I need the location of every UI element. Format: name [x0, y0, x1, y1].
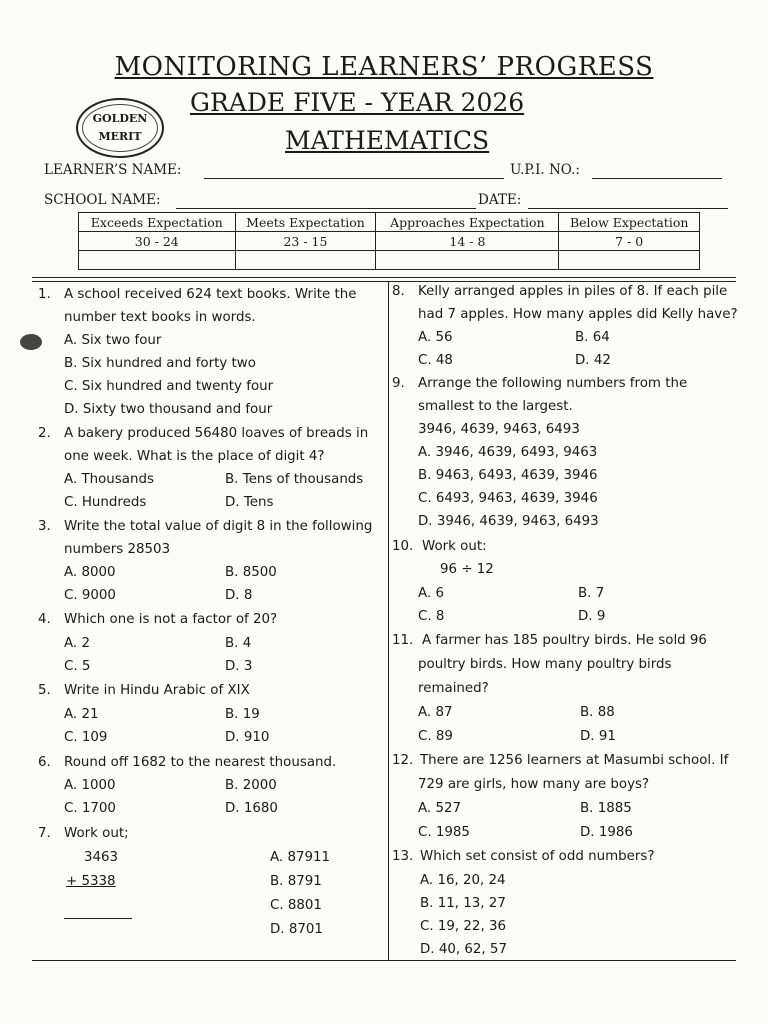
question-number: 3. — [38, 519, 51, 534]
learner-name-field[interactable] — [204, 164, 504, 179]
question-text: Write in Hindu Arabic of XIX — [64, 683, 250, 698]
option-d[interactable]: D. 42 — [575, 353, 611, 368]
option-b[interactable]: B. 88 — [580, 705, 615, 720]
grade-range: 7 - 0 — [559, 232, 700, 251]
score-cell[interactable] — [79, 251, 236, 270]
logo-line2: MERIT — [98, 130, 142, 143]
option-a[interactable]: A. 21 — [64, 707, 99, 722]
question-number: 6. — [38, 755, 51, 770]
option-c[interactable]: C. 9000 — [64, 588, 116, 603]
logo-line1: GOLDEN — [92, 112, 148, 125]
question-number: 11. — [392, 633, 414, 648]
option-a[interactable]: A. 56 — [418, 330, 453, 345]
question-number: 1. — [38, 287, 51, 302]
option-b[interactable]: B. 64 — [575, 330, 610, 345]
school-name-label: SCHOOL NAME: — [44, 192, 161, 208]
option-d[interactable]: D. 1986 — [580, 825, 633, 840]
question-text: remained? — [418, 681, 489, 696]
option-c[interactable]: C. 8801 — [270, 898, 322, 913]
question-text: A farmer has 185 poultry birds. He sold 96 — [422, 633, 707, 648]
question-number: 4. — [38, 612, 51, 627]
grading-header-row — [79, 213, 700, 232]
question-text: Which one is not a factor of 20? — [64, 612, 278, 627]
option-b[interactable]: B. 8500 — [225, 565, 277, 580]
question-text: Work out: — [422, 539, 487, 554]
option-c[interactable]: C. 6493, 9463, 4639, 3946 — [418, 491, 598, 506]
question-text: Round off 1682 to the nearest thousand. — [64, 755, 337, 770]
page-title: MONITORING LEARNERS’ PROGRESS — [114, 52, 654, 82]
question-text: smallest to the largest. — [418, 399, 573, 414]
question-text: A school received 624 text books. Write the — [64, 287, 357, 302]
option-a[interactable]: A. 87 — [418, 705, 453, 720]
option-b[interactable]: B. Tens of thousands — [225, 472, 364, 487]
option-a[interactable]: A. 6 — [418, 586, 444, 601]
grading-table — [78, 212, 700, 270]
grading-score-row — [79, 251, 700, 270]
question-text: A bakery produced 56480 loaves of breads in — [64, 426, 369, 441]
question-text: Work out; — [64, 826, 129, 841]
option-c[interactable]: C. Six hundred and twenty four — [64, 379, 274, 394]
date-label: DATE: — [478, 192, 522, 208]
question-text: Kelly arranged apples in piles of 8. If each pile — [418, 284, 728, 299]
grade-range: 23 - 15 — [235, 232, 376, 251]
question-number: 12. — [392, 753, 414, 768]
question-number: 10. — [392, 539, 414, 554]
question-number: 9. — [392, 376, 405, 391]
option-d[interactable]: D. 3 — [225, 659, 253, 674]
question-text: poultry birds. How many poultry birds — [418, 657, 672, 672]
option-d[interactable]: D. 8701 — [270, 922, 323, 937]
question-number: 13. — [392, 849, 414, 864]
column-divider — [388, 281, 389, 960]
number-list: 3946, 4639, 9463, 6493 — [418, 422, 580, 437]
option-d[interactable]: D. 40, 62, 57 — [420, 942, 507, 957]
option-c[interactable]: C. 1985 — [418, 825, 470, 840]
addend-top: 3463 — [84, 850, 119, 865]
score-cell[interactable] — [376, 251, 559, 270]
option-d[interactable]: D. Sixty two thousand and four — [64, 402, 273, 417]
option-b[interactable]: B. 1885 — [580, 801, 632, 816]
grade-header: Below Expectation — [559, 213, 700, 232]
option-b[interactable]: B. 9463, 6493, 4639, 3946 — [418, 468, 598, 483]
score-cell[interactable] — [559, 251, 700, 270]
option-a[interactable]: A. 87911 — [270, 850, 331, 865]
option-c[interactable]: C. 19, 22, 36 — [420, 919, 507, 934]
option-d[interactable]: D. 910 — [225, 730, 270, 745]
option-d[interactable]: D. 91 — [580, 729, 616, 744]
question-text: one week. What is the place of digit 4? — [64, 449, 325, 464]
option-b[interactable]: B. 7 — [578, 586, 605, 601]
grade-header: Meets Expectation — [235, 213, 376, 232]
option-b[interactable]: B. Six hundred and forty two — [64, 356, 256, 371]
option-b[interactable]: B. 11, 13, 27 — [420, 896, 506, 911]
question-text: There are 1256 learners at Masumbi school. If — [420, 753, 729, 768]
option-a[interactable]: A. 527 — [418, 801, 461, 816]
question-text: Arrange the following numbers from the — [418, 376, 688, 391]
school-name-field[interactable] — [176, 194, 476, 209]
answer-line[interactable] — [64, 908, 132, 919]
grade-year-heading: GRADE FIVE - YEAR 2026 — [190, 88, 525, 117]
question-number: 2. — [38, 426, 51, 441]
question-text: had 7 apples. How many apples did Kelly have? — [418, 307, 738, 322]
option-a[interactable]: A. 3946, 4639, 6493, 9463 — [418, 445, 598, 460]
question-text: Which set consist of odd numbers? — [420, 849, 655, 864]
ink-mark — [20, 334, 42, 350]
learner-name-label: LEARNER’S NAME: — [44, 162, 182, 178]
option-d[interactable]: D. 3946, 4639, 9463, 6493 — [418, 514, 599, 529]
option-a[interactable]: A. 16, 20, 24 — [420, 873, 506, 888]
option-b[interactable]: B. 8791 — [270, 874, 322, 889]
option-a[interactable]: A. 2 — [64, 636, 90, 651]
question-text: number text books in words. — [64, 310, 256, 325]
option-b[interactable]: B. 4 — [225, 636, 252, 651]
option-c[interactable]: C. 109 — [64, 730, 108, 745]
option-c[interactable]: C. 8 — [418, 609, 445, 624]
option-d[interactable]: D. 1680 — [225, 801, 278, 816]
option-a[interactable]: A. Thousands — [64, 472, 154, 487]
score-cell[interactable] — [235, 251, 376, 270]
grade-range: 14 - 8 — [376, 232, 559, 251]
divider-bottom — [32, 960, 736, 961]
addend-bottom: + 5338 — [66, 874, 116, 889]
option-b[interactable]: B. 19 — [225, 707, 260, 722]
question-text: numbers 28503 — [64, 542, 171, 557]
grade-range: 30 - 24 — [79, 232, 236, 251]
option-b[interactable]: B. 2000 — [225, 778, 277, 793]
divider-top — [32, 277, 736, 278]
option-d[interactable]: D. 8 — [225, 588, 253, 603]
option-d[interactable]: D. 9 — [578, 609, 606, 624]
question-number: 8. — [392, 284, 405, 299]
upi-field[interactable] — [592, 164, 722, 179]
option-c[interactable]: C. 48 — [418, 353, 453, 368]
option-a[interactable]: A. 8000 — [64, 565, 116, 580]
school-logo — [76, 98, 164, 158]
question-text: Write the total value of digit 8 in the following — [64, 519, 373, 534]
option-a[interactable]: A. Six two four — [64, 333, 162, 348]
grade-header: Exceeds Expectation — [79, 213, 236, 232]
upi-label: U.P.I. NO.: — [510, 162, 580, 178]
option-c[interactable]: C. 5 — [64, 659, 91, 674]
option-c[interactable]: C. 89 — [418, 729, 453, 744]
division-expression: 96 ÷ 12 — [440, 562, 494, 577]
option-d[interactable]: D. Tens — [225, 495, 274, 510]
grade-header: Approaches Expectation — [376, 213, 559, 232]
grading-range-row — [79, 232, 700, 251]
option-c[interactable]: C. 1700 — [64, 801, 116, 816]
subject-heading: MATHEMATICS — [285, 126, 490, 155]
option-c[interactable]: C. Hundreds — [64, 495, 147, 510]
question-number: 7. — [38, 826, 51, 841]
question-text: 729 are girls, how many are boys? — [418, 777, 650, 792]
date-field[interactable] — [528, 194, 728, 209]
question-number: 5. — [38, 683, 51, 698]
option-a[interactable]: A. 1000 — [64, 778, 116, 793]
